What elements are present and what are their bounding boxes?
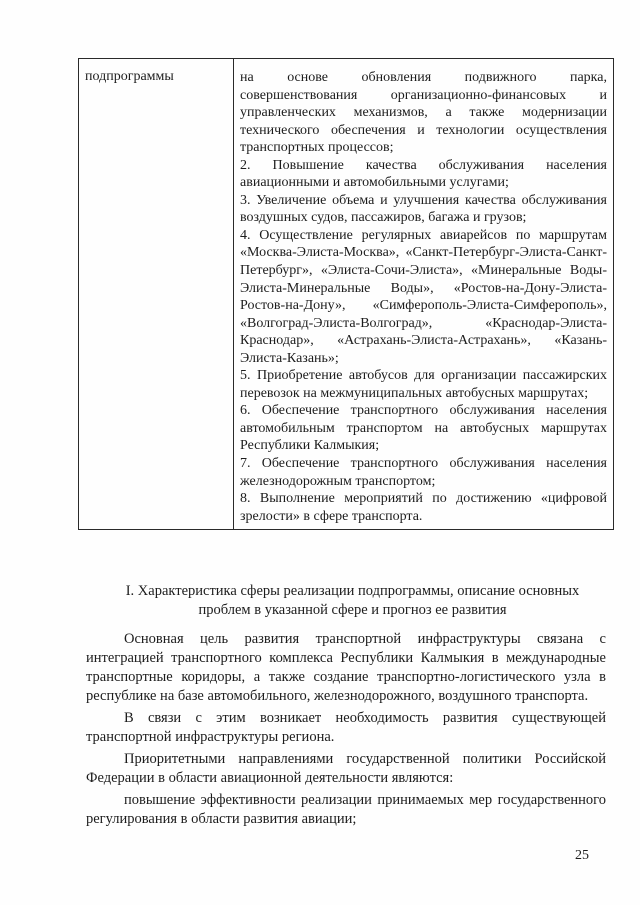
list-item: 7. Обеспечение транспортного обслуживания населения железнодорожным транспортом; [240,456,607,489]
list-item: 4. Осуществление регулярных авиарейсов по маршрутам «Москва-Элиста-Москва», «Санкт-Петербург-Элиста-Санкт-Петербург», «Элиста-Сочи-Элиста», «Минеральные Воды-Элиста-Минеральные Воды», «Ростов-на-Дону-Элиста-Ростов-на-Дону», «Симферополь-Элиста-Симферополь», «Волгоград-Элиста-Волгоград», «Краснодар-Элиста-Краснодар», «Астрахань-Элиста-Астрахань», «Казань-Элиста-Казань»; [240,227,607,366]
section-heading-line: I. Характеристика сферы реализации подпрограммы, описание основных [125,583,580,599]
task-list [240,69,607,525]
table-label-cell: подпрограммы [79,59,234,530]
table-content-cell [234,59,614,530]
list-item: на основе обновления подвижного парка, совершенствования организационно-финансовых и управленческих механизмов, а также модернизации технического обеспечения и технологии осуществления транспортных процессов; [240,70,607,156]
section-heading-line: проблем в указанной сфере и прогноз ее развития [198,602,507,618]
list-item: 3. Увеличение объема и улучшения качества обслуживания воздушных судов, пассажиров, багажа и грузов; [240,192,607,226]
paragraph: Основная цель развития транспортной инфраструктуры связана с интеграцией транспортного комплекса Республики Калмыкия в международные транспортные коридоры, а также создание транспортно-логистического узла в республике на базе автомобильного, железнодорожного, воздушного транспорта. [86,631,606,704]
list-item: 8. Выполнение мероприятий по достижению «цифровой зрелости» в сфере транспорта. [240,491,607,524]
list-item: 5. Приобретение автобусов для организации пассажирских перевозок на межмуниципальных автобусных маршрутах; [240,368,607,401]
subprogram-table [78,58,614,530]
page-number: 25 [575,848,589,863]
paragraph: повышение эффективности реализации принимаемых мер государственного регулирования в области развития авиации; [86,792,606,827]
paragraph: В связи с этим возникает необходимость развития существующей транспортной инфраструктуры региона. [86,710,606,745]
body-text [86,630,606,829]
section-heading [100,582,605,620]
table-row [79,59,614,530]
paragraph: Приоритетными направлениями государственной политики Российской Федерации в области авиационной деятельности являются: [86,751,606,786]
list-item: 2. Повышение качества обслуживания населения авиационными и автомобильными услугами; [240,157,607,191]
list-item: 6. Обеспечение транспортного обслуживания населения автомобильным транспортом на автобусных маршрутах Республики Калмыкия; [240,403,607,454]
